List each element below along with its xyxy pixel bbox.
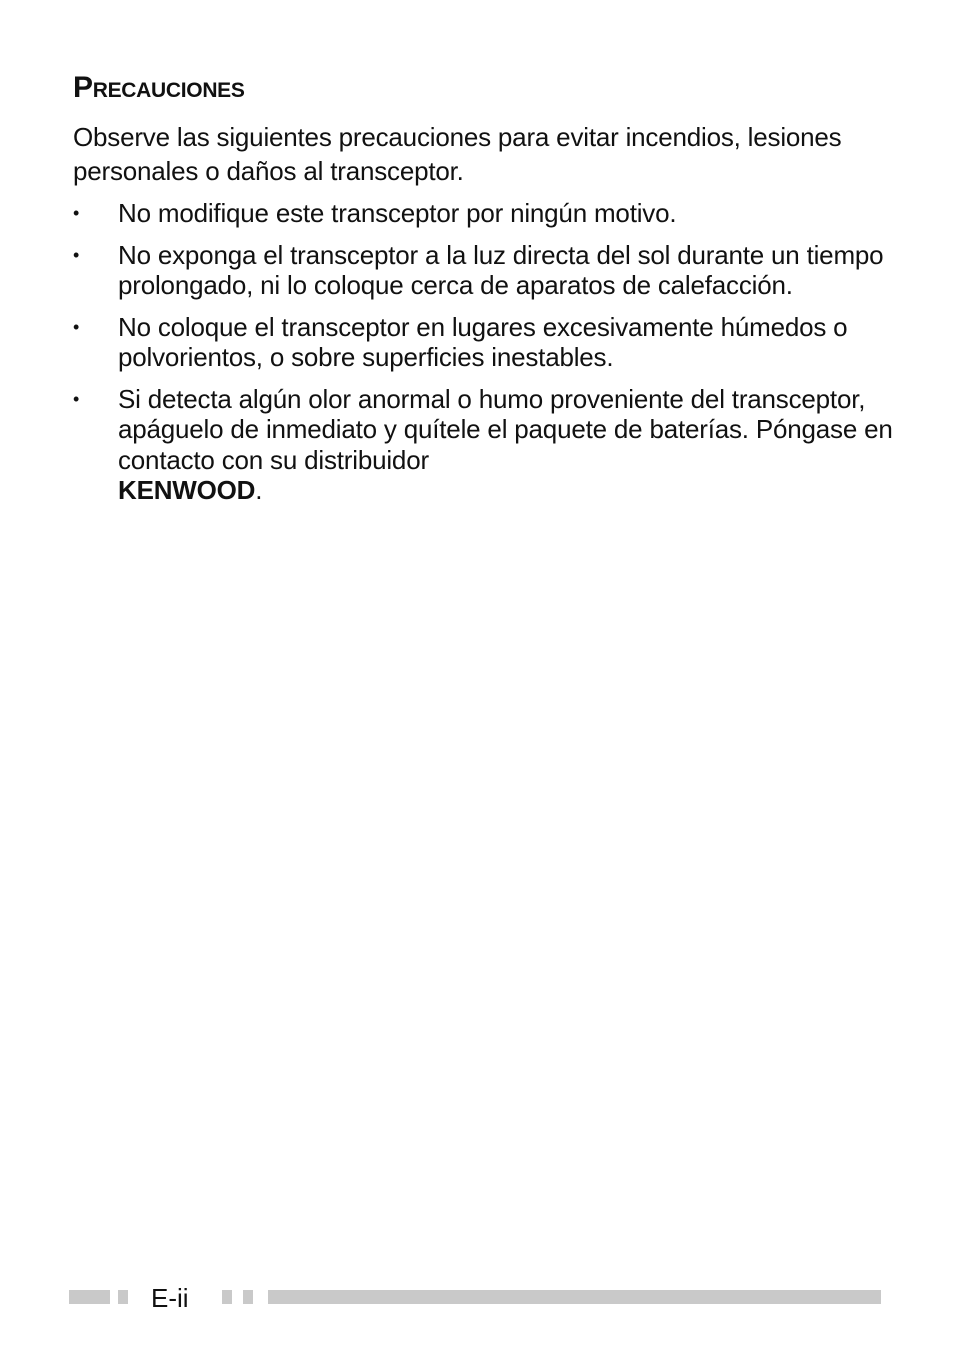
bullet-icon: • [73, 388, 80, 409]
footer-bar-square [243, 1290, 253, 1304]
brand-suffix: . [255, 475, 263, 505]
list-item-text: No coloque el transceptor en lugares excesivamente húmedos o polvorientos, o sobre superficies inestables. [118, 311, 848, 372]
bullet-icon: • [73, 316, 80, 337]
precautions-list [73, 198, 893, 517]
list-item-text: No exponga el transceptor a la luz directa del sol durante un tiempo prolongado, ni lo coloque cerca de aparatos de calefacción. [118, 239, 884, 300]
footer-bar-square [222, 1290, 232, 1304]
brand-name: KENWOOD [118, 475, 256, 505]
list-item [73, 312, 893, 373]
footer-bar-left [69, 1290, 110, 1304]
page-footer [0, 1280, 954, 1316]
bullet-icon: • [73, 244, 80, 265]
list-item-text-main: Si detecta algún olor anormal o humo proveniente del transceptor, apáguelo de inmediato y quítele el paquete de baterías. Póngase en contacto con su distribuidor [118, 383, 893, 475]
list-item-text [118, 384, 893, 506]
intro-paragraph: Observe las siguientes precauciones para evitar incendios, lesiones personales o daños al transceptor. [73, 122, 842, 186]
bullet-icon: • [73, 203, 80, 223]
footer-bar-right [268, 1290, 881, 1304]
list-item [73, 240, 893, 301]
list-item-text: No modifique este transceptor por ningún motivo. [118, 198, 677, 228]
list-item [73, 384, 893, 506]
list-item [73, 198, 893, 229]
section-heading: Precauciones [73, 71, 245, 104]
page-number: E-ii [151, 1283, 189, 1313]
footer-bar-square [118, 1290, 128, 1304]
